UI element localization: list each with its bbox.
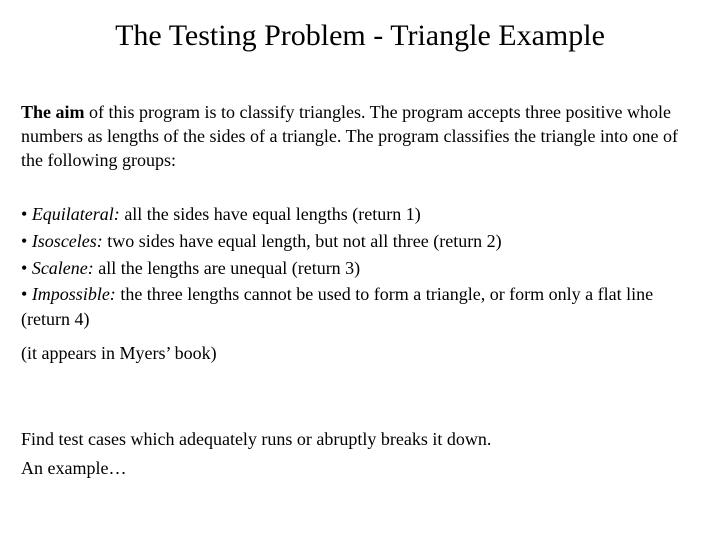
group-item-equilateral xyxy=(21,201,701,228)
group-item-scalene xyxy=(21,255,701,282)
group-term: Isosceles: xyxy=(31,231,103,251)
closing-text xyxy=(21,425,701,483)
group-item-impossible xyxy=(21,282,701,332)
group-description: all the lengths are unequal (return 3) xyxy=(93,258,361,278)
group-description: two sides have equal length, but not all three (return 2) xyxy=(102,231,502,251)
triangle-groups-list xyxy=(21,201,701,332)
group-term: Impossible: xyxy=(31,284,116,304)
group-term: Equilateral: xyxy=(31,204,120,224)
bullet-marker: • xyxy=(21,284,32,304)
slide-title: The Testing Problem - Triangle Example xyxy=(115,19,605,52)
bullet-marker: • xyxy=(21,231,32,251)
group-term: Scalene: xyxy=(31,258,94,278)
bullet-marker: • xyxy=(21,204,32,224)
group-description: all the sides have equal lengths (return 1) xyxy=(119,204,421,224)
closing-line-task: Find test cases which adequately runs or abruptly breaks it down. xyxy=(21,429,492,449)
source-note: (it appears in Myers’ book) xyxy=(21,343,217,363)
closing-line-example: An example… xyxy=(21,458,127,478)
intro-paragraph xyxy=(21,100,701,172)
group-item-isosceles xyxy=(21,228,701,255)
group-description: the three lengths cannot be used to form a triangle, or form only a flat line (return 4) xyxy=(21,284,654,329)
intro-keyword: The aim xyxy=(21,102,85,122)
bullet-marker: • xyxy=(21,258,32,278)
intro-text: of this program is to classify triangles. The program accepts three positive whole numbers as lengths of the sides of a triangle. The program classifies the triangle into one of the following groups: xyxy=(21,102,678,170)
